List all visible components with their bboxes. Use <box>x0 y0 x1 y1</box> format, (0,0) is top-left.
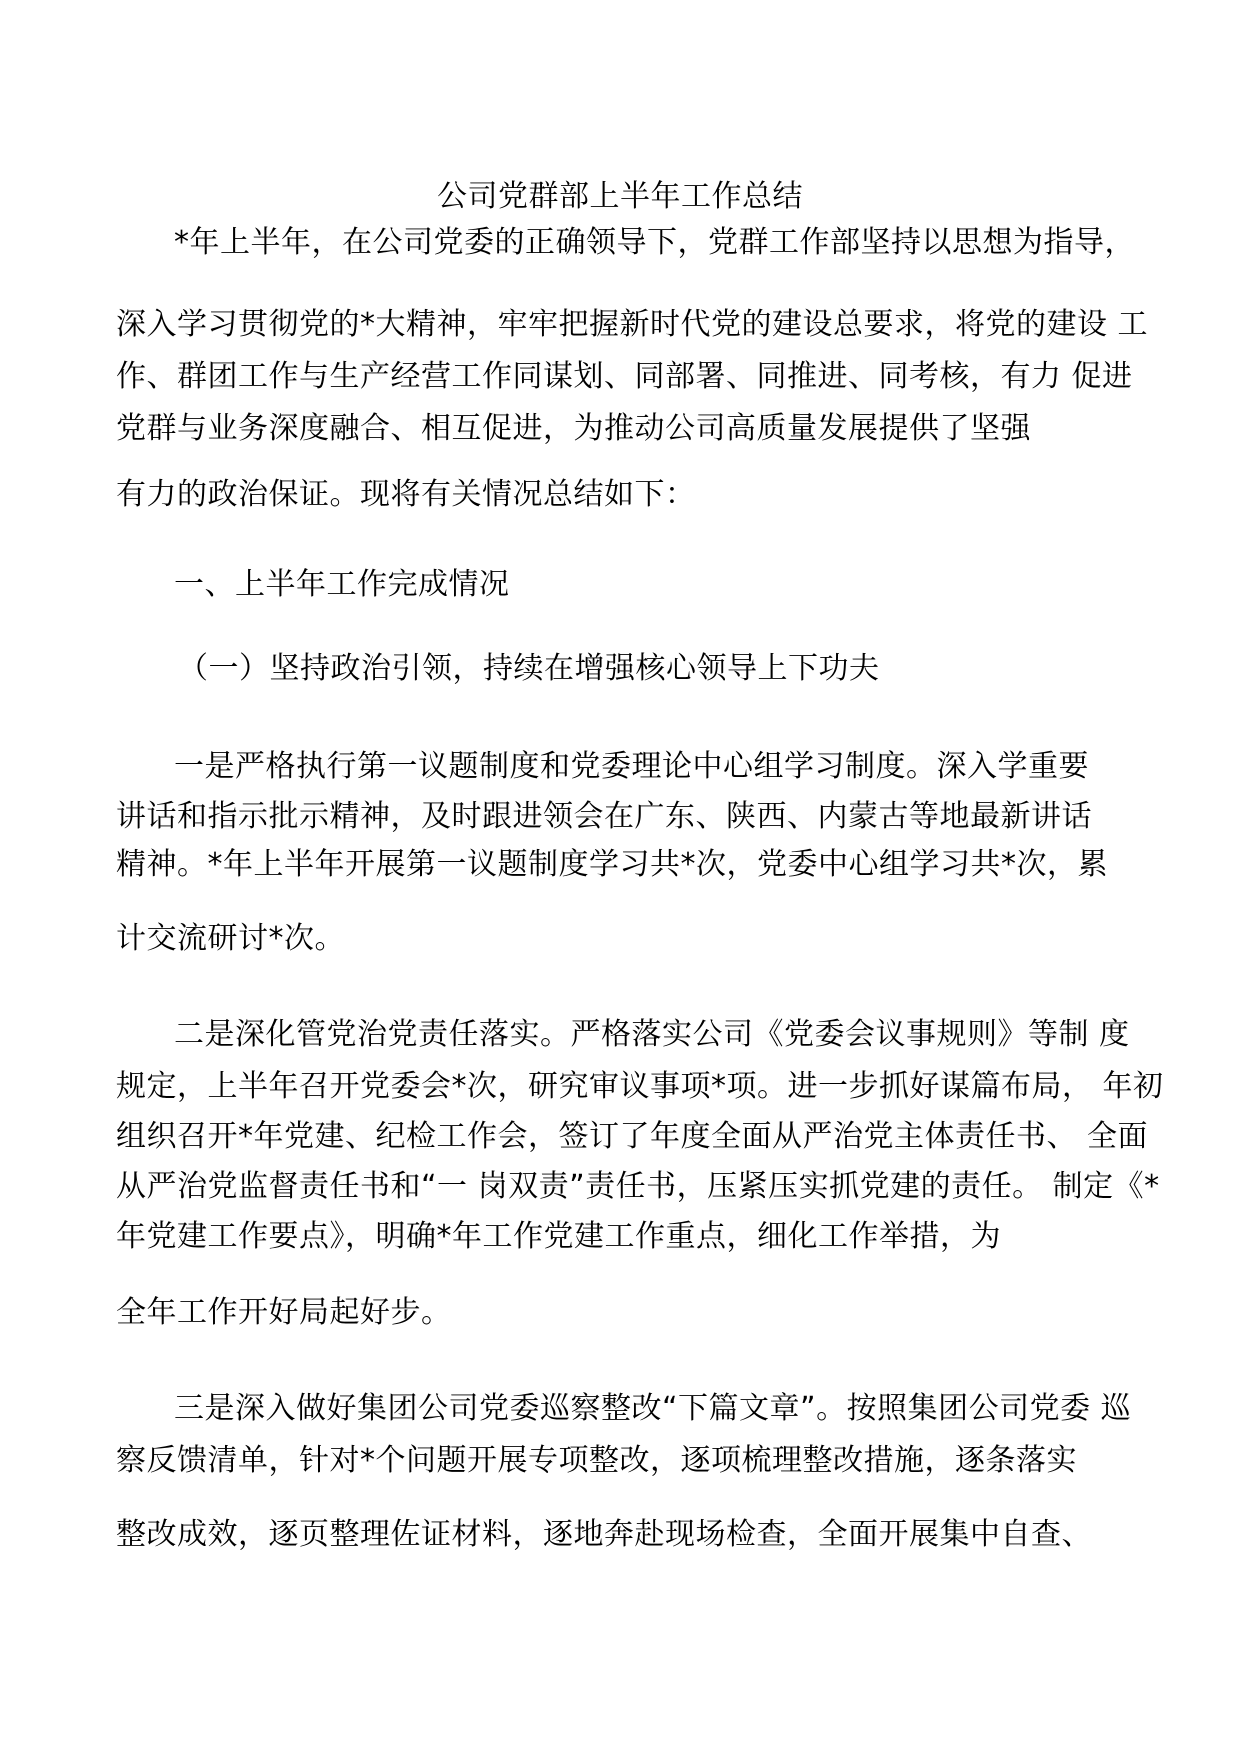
paragraph-line: 整改成效，逐页整理佐证材料，逐地奔赴现场检查，全面开展集中自查、 <box>116 1517 1092 1552</box>
paragraph-line: 讲话和指示批示精神，及时跟进领会在广东、陕西、内蒙古等地最新讲话 <box>116 799 1092 834</box>
intro-line: 作、群团工作与生产经营工作同谋划、同部署、同推进、同考核，有力 促进 <box>116 359 1133 394</box>
intro-line: 深入学习贯彻党的*大精神，牢牢把握新时代党的建设总要求，将党的建设 工 <box>116 307 1149 342</box>
subsection-heading: （一）坚持政治引领，持续在增强核心领导上下功夫 <box>178 651 880 686</box>
intro-line: *年上半年，在公司党委的正确领导下，党群工作部坚持以思想为指导， <box>174 225 1135 260</box>
paragraph-line: 计交流研讨*次。 <box>116 921 345 956</box>
paragraph-line: 精神。*年上半年开展第一议题制度学习共*次，党委中心组学习共*次，累 <box>116 847 1108 882</box>
paragraph-line: 二是深化管党治党责任落实。严格落实公司《党委会议事规则》等制 度 <box>174 1017 1130 1052</box>
paragraph-line: 察反馈清单，针对*个问题开展专项整改，逐项梳理整改措施，逐条落实 <box>116 1443 1077 1478</box>
section-heading: 一、上半年工作完成情况 <box>174 567 510 602</box>
paragraph-line: 组织召开*年党建、纪检工作会，签订了年度全面从严治党主体责任书、 全面 <box>116 1119 1149 1154</box>
intro-line: 党群与业务深度融合、相互促进，为推动公司高质量发展提供了坚强 <box>116 411 1031 446</box>
document-title: 公司党群部上半年工作总结 <box>437 179 803 214</box>
paragraph-line: 从严治党监督责任书和“一 岗双责”责任书，压紧压实抓党建的责任。 制定《* <box>116 1169 1160 1204</box>
intro-line: 有力的政治保证。现将有关情况总结如下： <box>116 477 696 512</box>
paragraph-line: 一是严格执行第一议题制度和党委理论中心组学习制度。深入学重要 <box>174 749 1089 784</box>
paragraph-line: 三是深入做好集团公司党委巡察整改“下篇文章”。按照集团公司党委 巡 <box>174 1391 1132 1426</box>
paragraph-line: 全年工作开好局起好步。 <box>116 1295 452 1330</box>
paragraph-line: 规定，上半年召开党委会*次，研究审议事项*项。进一步抓好谋篇布局， 年初 <box>116 1069 1164 1104</box>
paragraph-line: 年党建工作要点》，明确*年工作党建工作重点，细化工作举措，为 <box>116 1219 1001 1254</box>
